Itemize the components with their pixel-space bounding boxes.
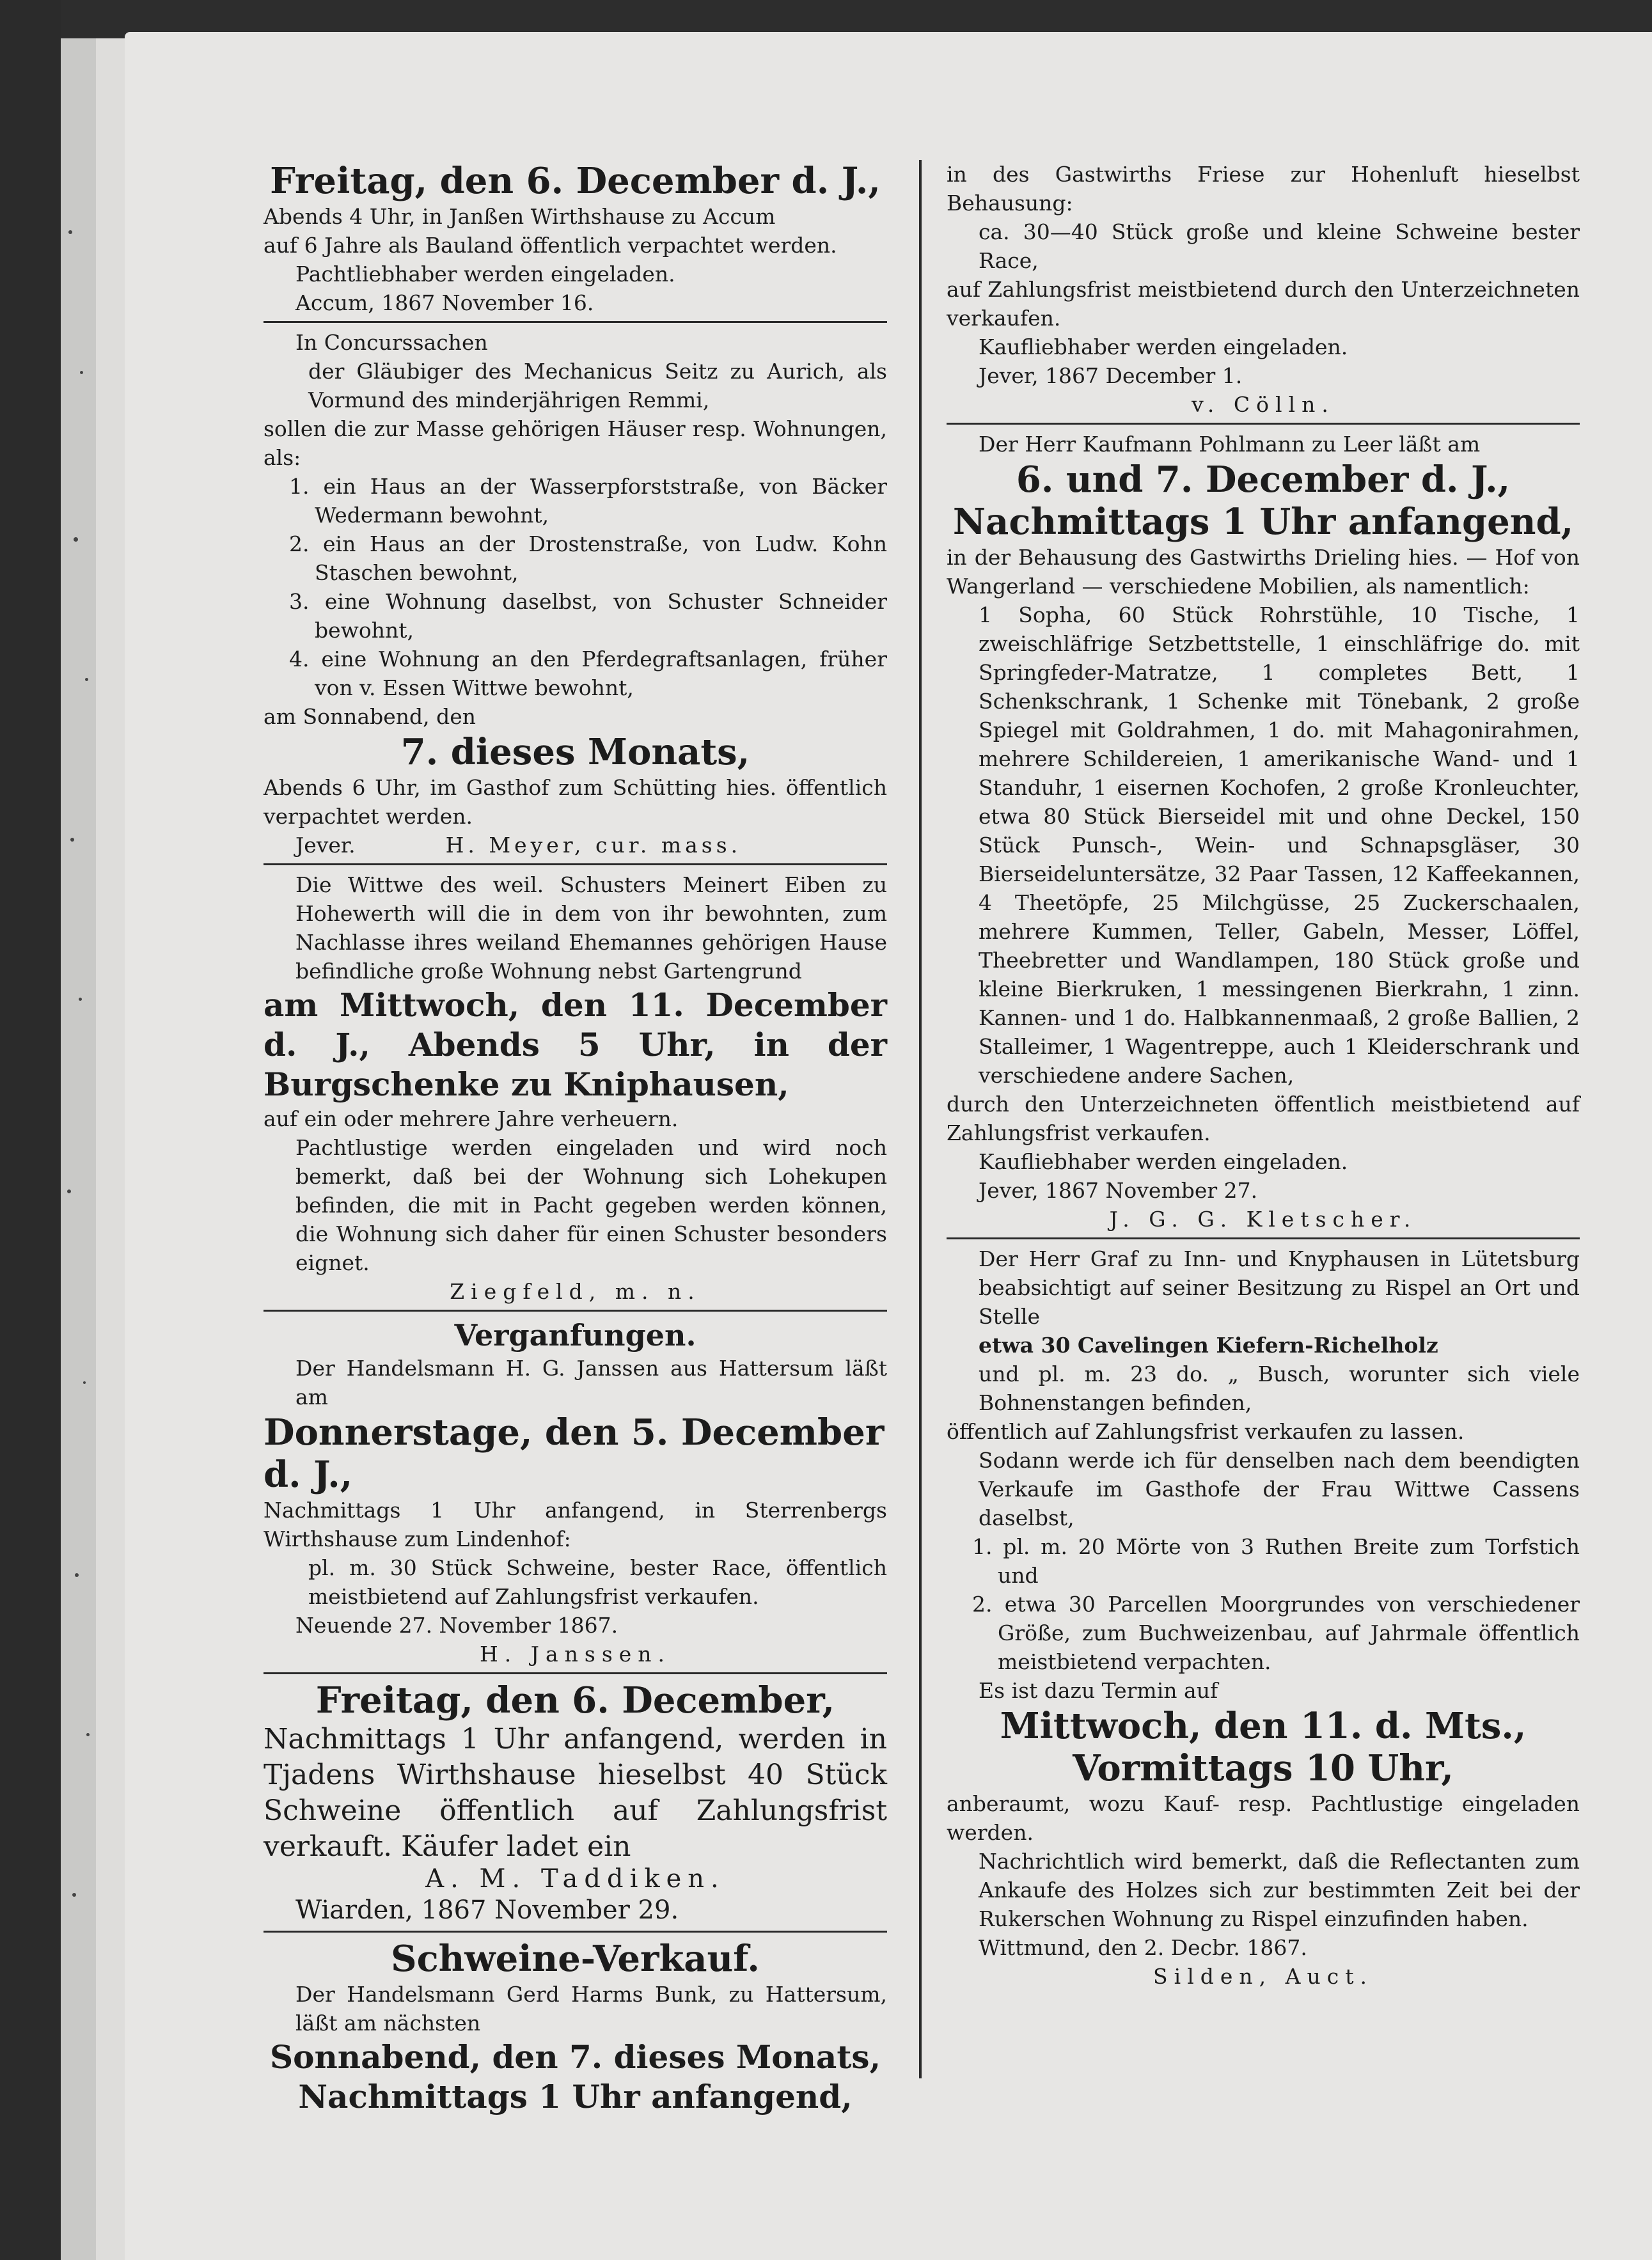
ad-date-heading: Donnerstage, den 5. December d. J., <box>264 1411 885 1496</box>
ad-date-heading: Freitag, den 6. December, <box>315 1679 835 1722</box>
ad-text: am Sonnabend, den <box>264 704 476 729</box>
ad-text: auf ein oder mehrere Jahre verheuern. <box>264 1106 679 1131</box>
ad-text: durch den Unterzeichneten öffentlich meistbietend auf Zahlungsfrist verkaufen. <box>947 1092 1580 1145</box>
page-edge-outer <box>61 38 96 2260</box>
ad-separator <box>264 1931 887 1933</box>
ad-text: öffentlich auf Zahlungsfrist verkaufen zu lassen. <box>947 1419 1465 1444</box>
ad-date-heading: Mittwoch, den 11. d. Mts., <box>1000 1705 1527 1747</box>
ad-separator <box>947 1237 1580 1239</box>
ad-separator <box>947 423 1580 425</box>
ad-date-heading: Sonnabend, den 7. dieses Monats, Nachmittags 1 Uhr anfangend, <box>270 2038 881 2115</box>
ad-place-date: Wiarden, 1867 November 29. <box>295 1895 679 1925</box>
column-divider <box>919 160 922 2078</box>
ad-schweine-verkauf <box>264 1938 887 2117</box>
ad-signer: J. G. G. Kletscher. <box>1109 1207 1417 1232</box>
ad-text: der Gläubiger des Mechanicus Seitz zu Aurich, als Vormund des minderjährigen Remmi, <box>308 359 887 412</box>
ad-place-date: Wittmund, den 2. Decbr. 1867. <box>979 1935 1307 1960</box>
ad-signer: v. Cölln. <box>1192 392 1335 417</box>
list-item: 3. eine Wohnung daselbst, von Schuster Schneider bewohnt, <box>289 589 887 643</box>
ad-graf-knyphausen <box>947 1244 1580 1991</box>
ad-text: Die Wittwe des weil. Schusters Meinert Eiben zu Hohewerth will die in dem von ihr bewohnten, zum Nachlasse ihres weiland Ehemannes gehörigen Hause befindliche große Wohnung nebst Gartengrund <box>295 872 887 984</box>
ad-separator <box>264 321 887 323</box>
ad-text: Pachtliebhaber werden eingeladen. <box>295 262 675 286</box>
background-left <box>0 0 61 2260</box>
ad-text: in des Gastwirths Friese zur Hohenluft hieselbst Behausung: <box>947 162 1580 216</box>
ad-place-date: Accum, 1867 November 16. <box>295 290 594 315</box>
ad-text: Nachmittags 1 Uhr anfangend, werden in Tjadens Wirthshause hieselbst 40 Stück Schweine öffentlich auf Zahlungsfrist verkauft. Käufer ladet ein <box>264 1723 887 1863</box>
list-item: 2. ein Haus an der Drostenstraße, von Ludw. Kohn Staschen bewohnt, <box>289 531 887 585</box>
ad-date-heading: am Mittwoch, den 11. December d. J., Abends 5 Uhr, in der Burgschenke zu Kniphausen, <box>264 986 887 1103</box>
ad-text: Der Herr Graf zu Inn- und Knyphausen in Lütetsburg beabsichtigt auf seiner Besitzung zu Rispel an Ort und Stelle <box>979 1246 1580 1329</box>
page-edge-inner <box>96 38 125 2260</box>
ad-wittwe-eiben <box>264 870 887 1306</box>
ad-signer: Ziegfeld, m. n. <box>450 1279 701 1304</box>
ad-tjaden <box>264 1679 887 1927</box>
ad-text: sollen die zur Masse gehörigen Häuser resp. Wohnungen, als: <box>264 416 887 470</box>
ad-place: Jever. <box>295 833 356 858</box>
ad-signer: H. Meyer, cur. mass. <box>445 833 742 858</box>
ad-text: und pl. m. 23 do. „ Busch, worunter sich viele Bohnenstangen befinden, <box>979 1361 1580 1415</box>
ad-place-date: Jever, 1867 November 27. <box>979 1178 1258 1203</box>
ad-separator <box>264 863 887 865</box>
ad-signer: Silden, Auct. <box>1153 1964 1373 1989</box>
list-item: 2. etwa 30 Parcellen Moorgrundes von verschiedener Größe, zum Buchweizenbau, auf Jahrmale öffentlich meistbietend verpachten. <box>972 1592 1580 1674</box>
ad-date-heading: 6. und 7. December d. J., <box>1016 459 1511 501</box>
ad-item-list: 1 Sopha, 60 Stück Rohrstühle, 10 Tische, 1 zweischläfrige Setzbettstelle, 1 einschläfrige do. mit Springfeder-Matratze, 1 completes Bett, 1 Schenkschrank, 1 Schenke mit Tönebank, 2 große Spiegel mit Goldrahmen, 1 do. mit Mahagonirahmen, mehrere Schildereien, 1 amerikanische Wand- und 1 Standuhr, 1 eisernen Kochofen, 2 große Kronleuchter, etwa 80 Stück Bierseidel mit und ohne Deckel, 150 Stück Punsch-, Wein- und Schnapsgläser, 30 Bierseideluntersätze, 32 Paar Tassen, 12 Kaffeekannen, 4 Theetöpfe, 25 Milchgüsse, 25 Zuckerschaalen, mehrere Kummen, Teller, Gabeln, Messer, Löffel, Theebretter und Wandlampen, 180 Stück große und kleine Bierkruken, 1 messingenen Bierkrahn, 1 zinn. Kannen- und 1 do. Halbkannenmaaß, 2 große Ballien, 2 Stalleimer, 1 Wagentreppe, auch 1 Kleiderschrank und verschiedene andere Sachen, <box>979 602 1580 1088</box>
ad-text: auf 6 Jahre als Bauland öffentlich verpachtet werden. <box>264 233 837 258</box>
ad-text: Nachrichtlich wird bemerkt, daß die Reflectanten zum Ankaufe des Holzes sich zur bestimmten Zeit bei der Rukerschen Wohnung zu Rispel einzufinden haben. <box>979 1849 1580 1931</box>
ad-text: Nachmittags 1 Uhr anfangend, in Sterrenbergs Wirthshause zum Lindenhof: <box>264 1498 887 1551</box>
ad-text: In Concurssachen <box>295 330 488 355</box>
ad-signature <box>264 831 887 859</box>
list-item: 1. ein Haus an der Wasserpforststraße, von Bäcker Wedermann bewohnt, <box>289 474 887 528</box>
ad-separator <box>264 1310 887 1312</box>
ad-text: Es ist dazu Termin auf <box>979 1678 1218 1703</box>
left-column <box>264 160 887 2117</box>
ad-friese <box>947 160 1580 419</box>
ad-pohlmann <box>947 430 1580 1234</box>
ad-text: pl. m. 30 Stück Schweine, bester Race, öffentlich meistbietend auf Zahlungsfrist verkaufen. <box>308 1555 887 1609</box>
ad-concurssachen <box>264 328 887 859</box>
ad-date-heading: Freitag, den 6. December d. J., <box>270 160 881 202</box>
right-column <box>947 160 1580 1991</box>
ad-place-date: Neuende 27. November 1867. <box>295 1613 618 1638</box>
ad-text: Kaufliebhaber werden eingeladen. <box>979 334 1348 359</box>
ad-date-heading: 7. dieses Monats, <box>400 731 750 773</box>
ad-separator <box>264 1672 887 1674</box>
ad-time-heading: Vormittags 10 Uhr, <box>1073 1747 1454 1789</box>
list-item: 4. eine Wohnung an den Pferdegraftsanlagen, früher von v. Essen Wittwe bewohnt, <box>289 647 887 700</box>
ad-text: Kaufliebhaber werden eingeladen. <box>979 1149 1348 1174</box>
ad-text: Abends 6 Uhr, im Gasthof zum Schütting hies. öffentlich verpachtet werden. <box>264 775 887 829</box>
ad-text: Der Handelsmann H. G. Janssen aus Hattersum läßt am <box>295 1356 887 1409</box>
ad-text: Abends 4 Uhr, in Janßen Wirthshause zu Accum <box>264 204 776 229</box>
ad-time-heading: Nachmittags 1 Uhr anfangend, <box>952 501 1574 543</box>
ad-text: Pachtlustige werden eingeladen und wird noch bemerkt, daß bei der Wohnung sich Lohekupen befinden, die mit in Pacht gegeben werden können, die Wohnung sich daher für einen Schuster besonders eignet. <box>295 1135 887 1275</box>
section-heading: Schweine-Verkauf. <box>391 1938 760 1980</box>
ad-place-date: Jever, 1867 December 1. <box>979 363 1243 388</box>
ad-text: ca. 30—40 Stück große und kleine Schweine bester Race, <box>979 219 1580 273</box>
ad-text: Sodann werde ich für denselben nach dem beendigten Verkaufe im Gasthofe der Frau Wittwe Cassens daselbst, <box>979 1448 1580 1530</box>
ad-text: in der Behausung des Gastwirths Drieling hies. — Hof von Wangerland — verschiedene Mobilien, als namentlich: <box>947 545 1580 599</box>
ad-verganfungen <box>264 1317 887 1668</box>
ad-text: auf Zahlungsfrist meistbietend durch den Unterzeichneten verkaufen. <box>947 277 1580 331</box>
ad-signer: A. M. Taddiken. <box>425 1864 725 1894</box>
section-heading: Verganfungen. <box>454 1318 696 1353</box>
ad-text: etwa 30 Cavelingen Kiefern-Richelholz <box>979 1333 1438 1358</box>
ad-text: Der Herr Kaufmann Pohlmann zu Leer läßt am <box>979 432 1481 457</box>
ad-text: Der Handelsmann Gerd Harms Bunk, zu Hattersum, läßt am nächsten <box>295 1982 887 2036</box>
ad-signer: H. Janssen. <box>479 1642 672 1667</box>
ad-accum <box>264 160 887 317</box>
ad-text: anberaumt, wozu Kauf- resp. Pachtlustige eingeladen werden. <box>947 1791 1580 1845</box>
list-item: 1. pl. m. 20 Mörte von 3 Ruthen Breite zum Torfstich und <box>972 1534 1580 1588</box>
